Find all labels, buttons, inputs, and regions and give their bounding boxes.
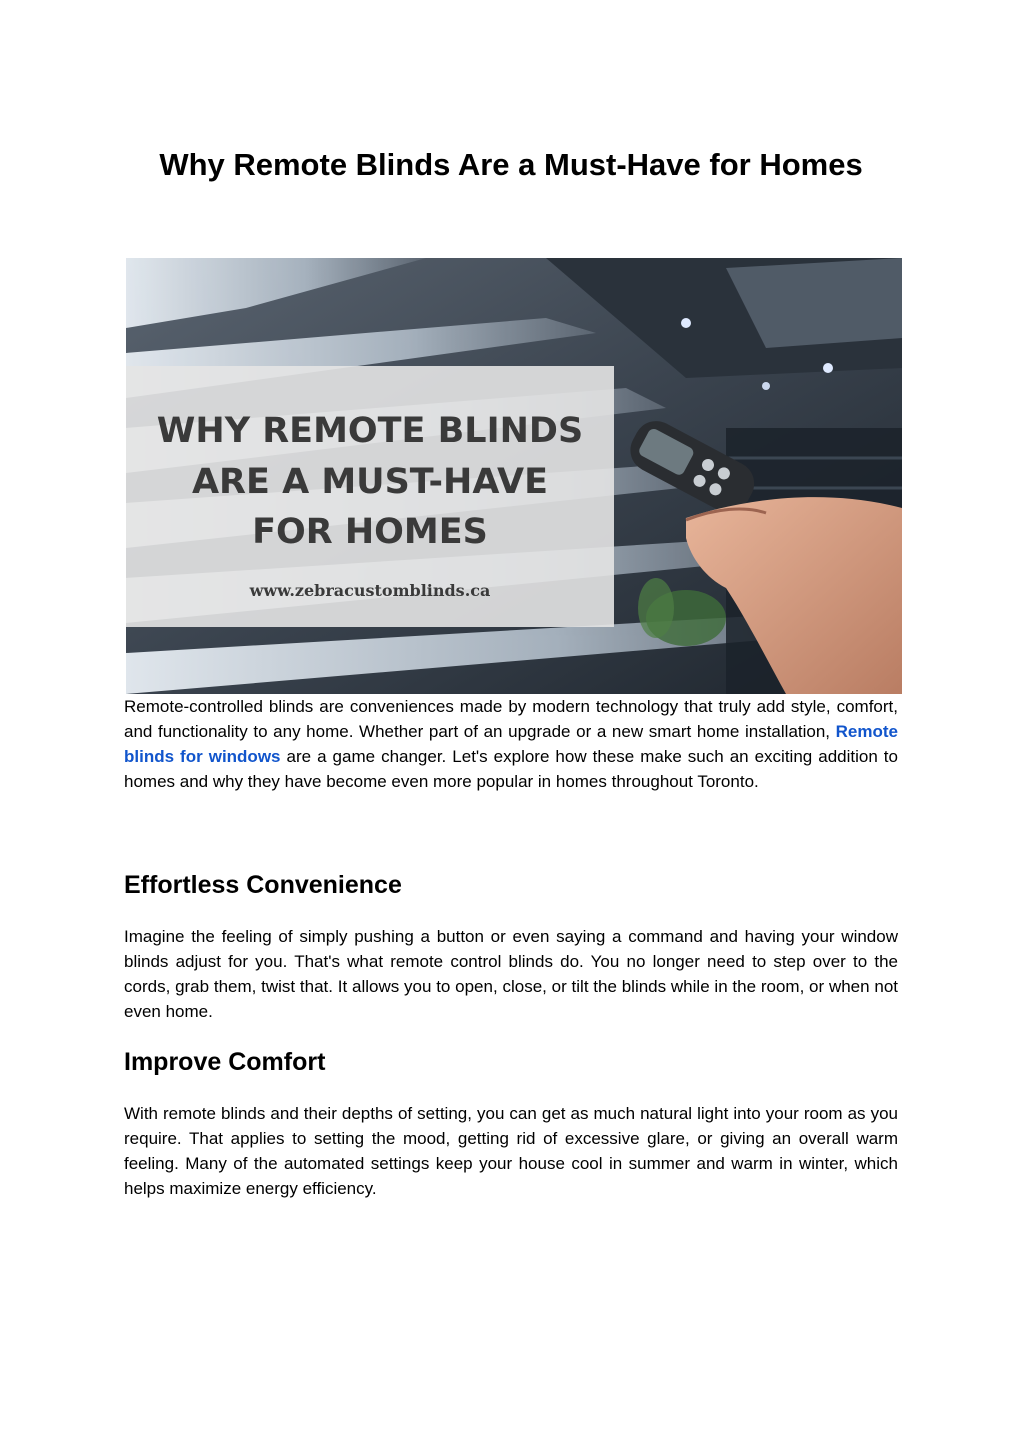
hero-image (126, 258, 902, 694)
section-body-improve-comfort: With remote blinds and their depths of setting, you can get as much natural light into your room as you require. That applies to setting the mood, getting rid of excessive glare, or giving an overall warm feeling. Many of the automated settings keep your house cool in summer and warm in winter, which helps maximize energy efficiency. (124, 1104, 898, 1198)
section-body-effortless-convenience: Imagine the feeling of simply pushing a button or even saying a command and having your window blinds adjust for you. That's what remote control blinds do. You no longer need to step over to the cords, grab them, twist that. It allows you to open, close, or tilt the blinds while in the room, or when not even home. (124, 927, 898, 1021)
hero-heading-line-1: WHY REMOTE BLINDS (156, 411, 584, 451)
hero-heading-line-3: FOR HOMES (252, 512, 488, 552)
document-title: Why Remote Blinds Are a Must-Have for Homes (159, 147, 863, 182)
section-heading-improve-comfort: Improve Comfort (124, 1048, 326, 1076)
intro-text-end: are a game changer. Let's explore how these make such an exciting addition to homes and why they have become even more popular in homes throughout Toronto. (124, 747, 898, 791)
remote-blinds-link[interactable]: Remote blinds for windows (124, 722, 898, 766)
intro-text-start: Remote-controlled blinds are conveniences made by modern technology that truly add style, comfort, and functionality to any home. Whether part of an upgrade or a new smart home installation, (124, 697, 898, 741)
section-heading-effortless-convenience: Effortless Convenience (124, 871, 402, 899)
intro-paragraph (124, 694, 898, 794)
hero-website: www.zebracustomblinds.ca (249, 581, 491, 600)
hero-heading-line-2: ARE A MUST-HAVE (191, 462, 549, 502)
